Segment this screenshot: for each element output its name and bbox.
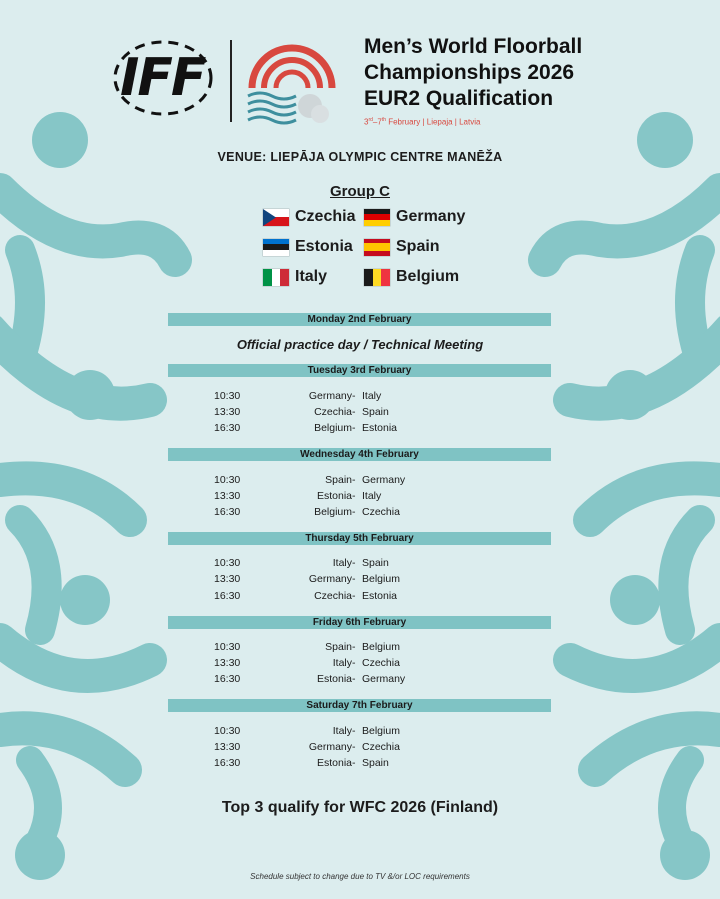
- date-location-rest: February | Liepaja | Latvia: [385, 117, 481, 127]
- match-separator: -: [352, 506, 356, 518]
- away-team: Spain: [362, 557, 389, 569]
- team-italy: [263, 268, 327, 286]
- match-time: 10:30: [214, 557, 241, 569]
- home-team: Czechia: [314, 406, 352, 418]
- away-team: Belgium: [362, 573, 400, 585]
- title-line: EUR2 Qualification: [364, 87, 554, 110]
- match-separator: -: [352, 406, 356, 418]
- match-time: 10:30: [214, 641, 241, 653]
- match-row: [0, 490, 720, 506]
- czechia-flag-icon: [263, 209, 289, 226]
- date-start-suffix: rd: [368, 117, 373, 123]
- home-team: Estonia: [316, 757, 352, 769]
- match-separator: -: [352, 725, 356, 737]
- match-separator: -: [352, 741, 356, 753]
- match-separator: -: [352, 641, 356, 653]
- match-row: [0, 725, 720, 741]
- home-team: Czechia: [314, 590, 352, 602]
- match-time: 16:30: [214, 590, 241, 602]
- home-team: Italy: [332, 657, 352, 669]
- day-header-thursday: Thursday 5th February: [168, 532, 551, 545]
- day-header-tuesday: Tuesday 3rd February: [168, 364, 551, 377]
- home-team: Belgium: [314, 506, 352, 518]
- away-team: Germany: [362, 673, 406, 685]
- match-row: [0, 741, 720, 757]
- team-estonia: [263, 238, 353, 256]
- team-name: Italy: [295, 268, 328, 285]
- home-team: Estonia: [316, 673, 352, 685]
- footer-disclaimer: Schedule subject to change due to TV &/or LOC requirements: [250, 872, 470, 881]
- away-team: Czechia: [362, 741, 400, 753]
- event-title: [364, 34, 582, 112]
- match-separator: -: [352, 673, 356, 685]
- match-separator: -: [352, 557, 356, 569]
- away-team: Spain: [362, 757, 389, 769]
- team-name: Estonia: [295, 238, 353, 255]
- away-team: Czechia: [362, 657, 400, 669]
- match-row: [0, 506, 720, 522]
- home-team: Germany: [308, 390, 352, 402]
- home-team: Spain: [325, 641, 352, 653]
- estonia-flag-icon: [263, 239, 289, 256]
- match-separator: -: [352, 590, 356, 602]
- home-team: Italy: [332, 557, 352, 569]
- date-end-day: 7: [377, 117, 382, 127]
- home-team: Germany: [308, 573, 352, 585]
- title-line: Championships 2026: [364, 61, 575, 84]
- match-time: 13:30: [214, 490, 241, 502]
- away-team: Estonia: [362, 590, 398, 602]
- date-start-day: 3: [364, 117, 369, 127]
- match-row: [0, 422, 720, 438]
- match-separator: -: [352, 573, 356, 585]
- team-name: Spain: [396, 238, 440, 255]
- team-spain: [364, 238, 440, 256]
- match-row: [0, 557, 720, 573]
- venue-label: VENUE: LIEPĀJA OLYMPIC CENTRE MANĒŽA: [217, 150, 503, 164]
- home-team: Estonia: [316, 490, 352, 502]
- day-header-saturday: Saturday 7th February: [168, 699, 551, 712]
- away-team: Belgium: [362, 725, 400, 737]
- belgium-flag-icon: [364, 269, 390, 286]
- away-team: Spain: [362, 406, 389, 418]
- match-time: 16:30: [214, 757, 241, 769]
- day-header-wednesday: Wednesday 4th February: [168, 448, 551, 461]
- spain-flag-icon: [364, 239, 390, 256]
- match-time: 13:30: [214, 573, 241, 585]
- away-team: Belgium: [362, 641, 400, 653]
- away-team: Italy: [362, 490, 382, 502]
- home-team: Germany: [308, 741, 352, 753]
- match-time: 16:30: [214, 506, 241, 518]
- title-line: Men’s World Floorball: [364, 35, 583, 58]
- away-team: Czechia: [362, 506, 400, 518]
- match-time: 16:30: [214, 673, 241, 685]
- team-germany: [364, 208, 465, 226]
- away-team: Estonia: [362, 422, 398, 434]
- home-team: Belgium: [314, 422, 352, 434]
- match-time: 13:30: [214, 741, 241, 753]
- match-time: 13:30: [214, 406, 241, 418]
- team-czechia: [263, 208, 355, 226]
- match-separator: -: [352, 490, 356, 502]
- group-title: Group C: [330, 183, 390, 200]
- team-belgium: [364, 268, 459, 286]
- match-time: 13:30: [214, 657, 241, 669]
- match-separator: -: [352, 390, 356, 402]
- home-team: Italy: [332, 725, 352, 737]
- match-time: 10:30: [214, 390, 241, 402]
- home-team: Spain: [325, 474, 352, 486]
- team-name: Belgium: [396, 268, 460, 285]
- match-row: [0, 390, 720, 406]
- floorball-championship-emblem-icon: [244, 40, 340, 130]
- day-header-monday: Monday 2nd February: [168, 313, 551, 326]
- italy-flag-icon: [263, 269, 289, 286]
- match-row: [0, 590, 720, 606]
- away-team: Germany: [362, 474, 406, 486]
- match-time: 10:30: [214, 474, 241, 486]
- match-time: 16:30: [214, 422, 241, 434]
- match-row: [0, 673, 720, 689]
- match-separator: -: [352, 657, 356, 669]
- match-row: [0, 573, 720, 589]
- day-header-friday: Friday 6th February: [168, 616, 551, 629]
- match-separator: -: [352, 757, 356, 769]
- match-row: [0, 757, 720, 773]
- team-name: Czechia: [295, 208, 356, 225]
- match-separator: -: [352, 422, 356, 434]
- iff-logo: IFF: [120, 48, 205, 108]
- germany-flag-icon: [364, 209, 390, 226]
- away-team: Italy: [362, 390, 382, 402]
- date-end-suffix: th: [381, 117, 386, 123]
- match-row: [0, 406, 720, 422]
- practice-day-note: Official practice day / Technical Meeting: [236, 337, 484, 352]
- match-row: [0, 657, 720, 673]
- qualification-note: Top 3 qualify for WFC 2026 (Finland): [221, 799, 499, 816]
- match-time: 10:30: [214, 725, 241, 737]
- match-row: [0, 474, 720, 490]
- logo-divider: [230, 40, 232, 122]
- event-dates-location: 3rd–7th February | Liepaja | Latvia: [364, 117, 481, 127]
- team-name: Germany: [396, 208, 466, 225]
- match-separator: -: [352, 474, 356, 486]
- match-row: [0, 641, 720, 657]
